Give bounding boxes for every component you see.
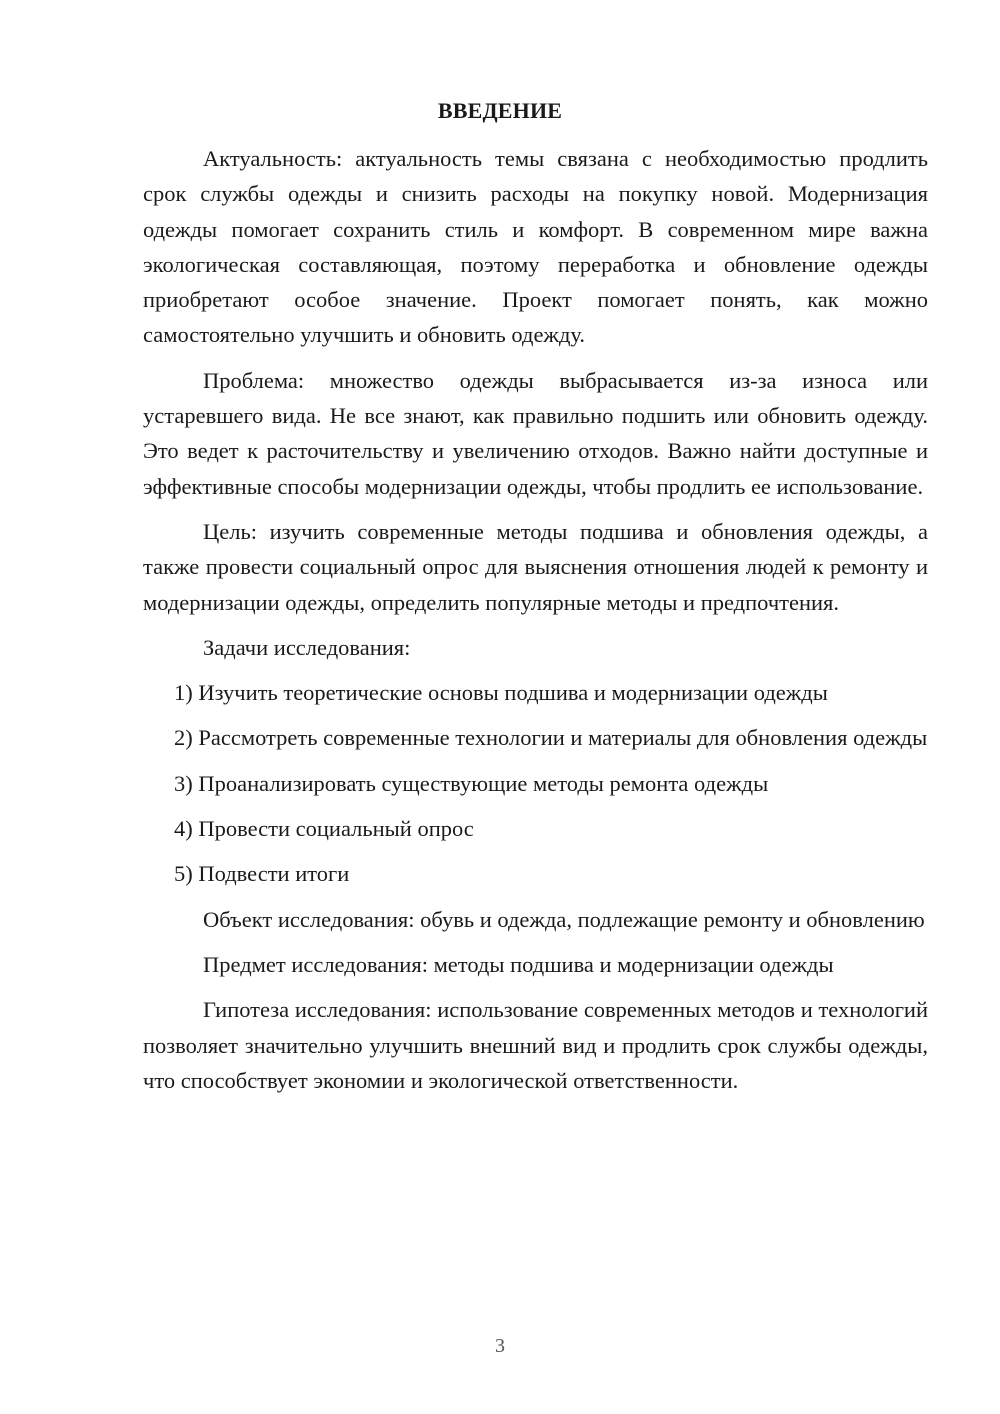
tasks-heading: Задачи исследования:	[203, 634, 411, 660]
task-item-3: 3) Проанализировать существующие методы ремонта одежды	[174, 770, 769, 796]
section-title: ВВЕДЕНИЕ	[437, 98, 563, 123]
body-text	[143, 141, 928, 1108]
paragraph-subject: Предмет исследования: методы подшива и модернизации одежды	[203, 951, 834, 977]
paragraph-goal: Цель: изучить современные методы подшива и обновления одежды, а также провести социальный опрос для выяснения отношения людей к ремонту и модернизации одежды, определить популярные методы и предпочтения.	[143, 518, 928, 615]
task-item-1: 1) Изучить теоретические основы подшива и модернизации одежды	[174, 680, 828, 706]
paragraph-object: Объект исследования: обувь и одежда, подлежащие ремонту и обновлению	[203, 906, 925, 932]
page-number: 3	[495, 1335, 505, 1357]
task-item-5: 5) Подвести итоги	[174, 861, 350, 887]
paragraph-relevance: Актуальность: актуальность темы связана с необходимостью продлить срок службы одежды и снизить расходы на покупку новой. Модернизация одежды помогает сохранить стиль и комфорт. В современном мире важна экологическая составляющая, поэтому переработка и обновление одежды приобретают особое значение. Проект помогает понять, как можно самостоятельно улучшить и обновить одежду.	[143, 146, 928, 348]
task-item-2: 2) Рассмотреть современные технологии и материалы для обновления одежды	[174, 725, 928, 751]
paragraph-hypothesis: Гипотеза исследования: использование современных методов и технологий позволяет значительно улучшить внешний вид и продлить срок службы одежды, что способствует экономии и экологической ответственности.	[143, 997, 928, 1093]
task-item-4: 4) Провести социальный опрос	[174, 816, 474, 842]
paragraph-problem: Проблема: множество одежды выбрасывается из-за износа или устаревшего вида. Не все знают, как правильно подшить или обновить одежду. Это ведет к расточительству и увеличению отходов. Важно найти доступные и эффективные способы модернизации одежды, чтобы продлить ее использование.	[143, 367, 928, 499]
